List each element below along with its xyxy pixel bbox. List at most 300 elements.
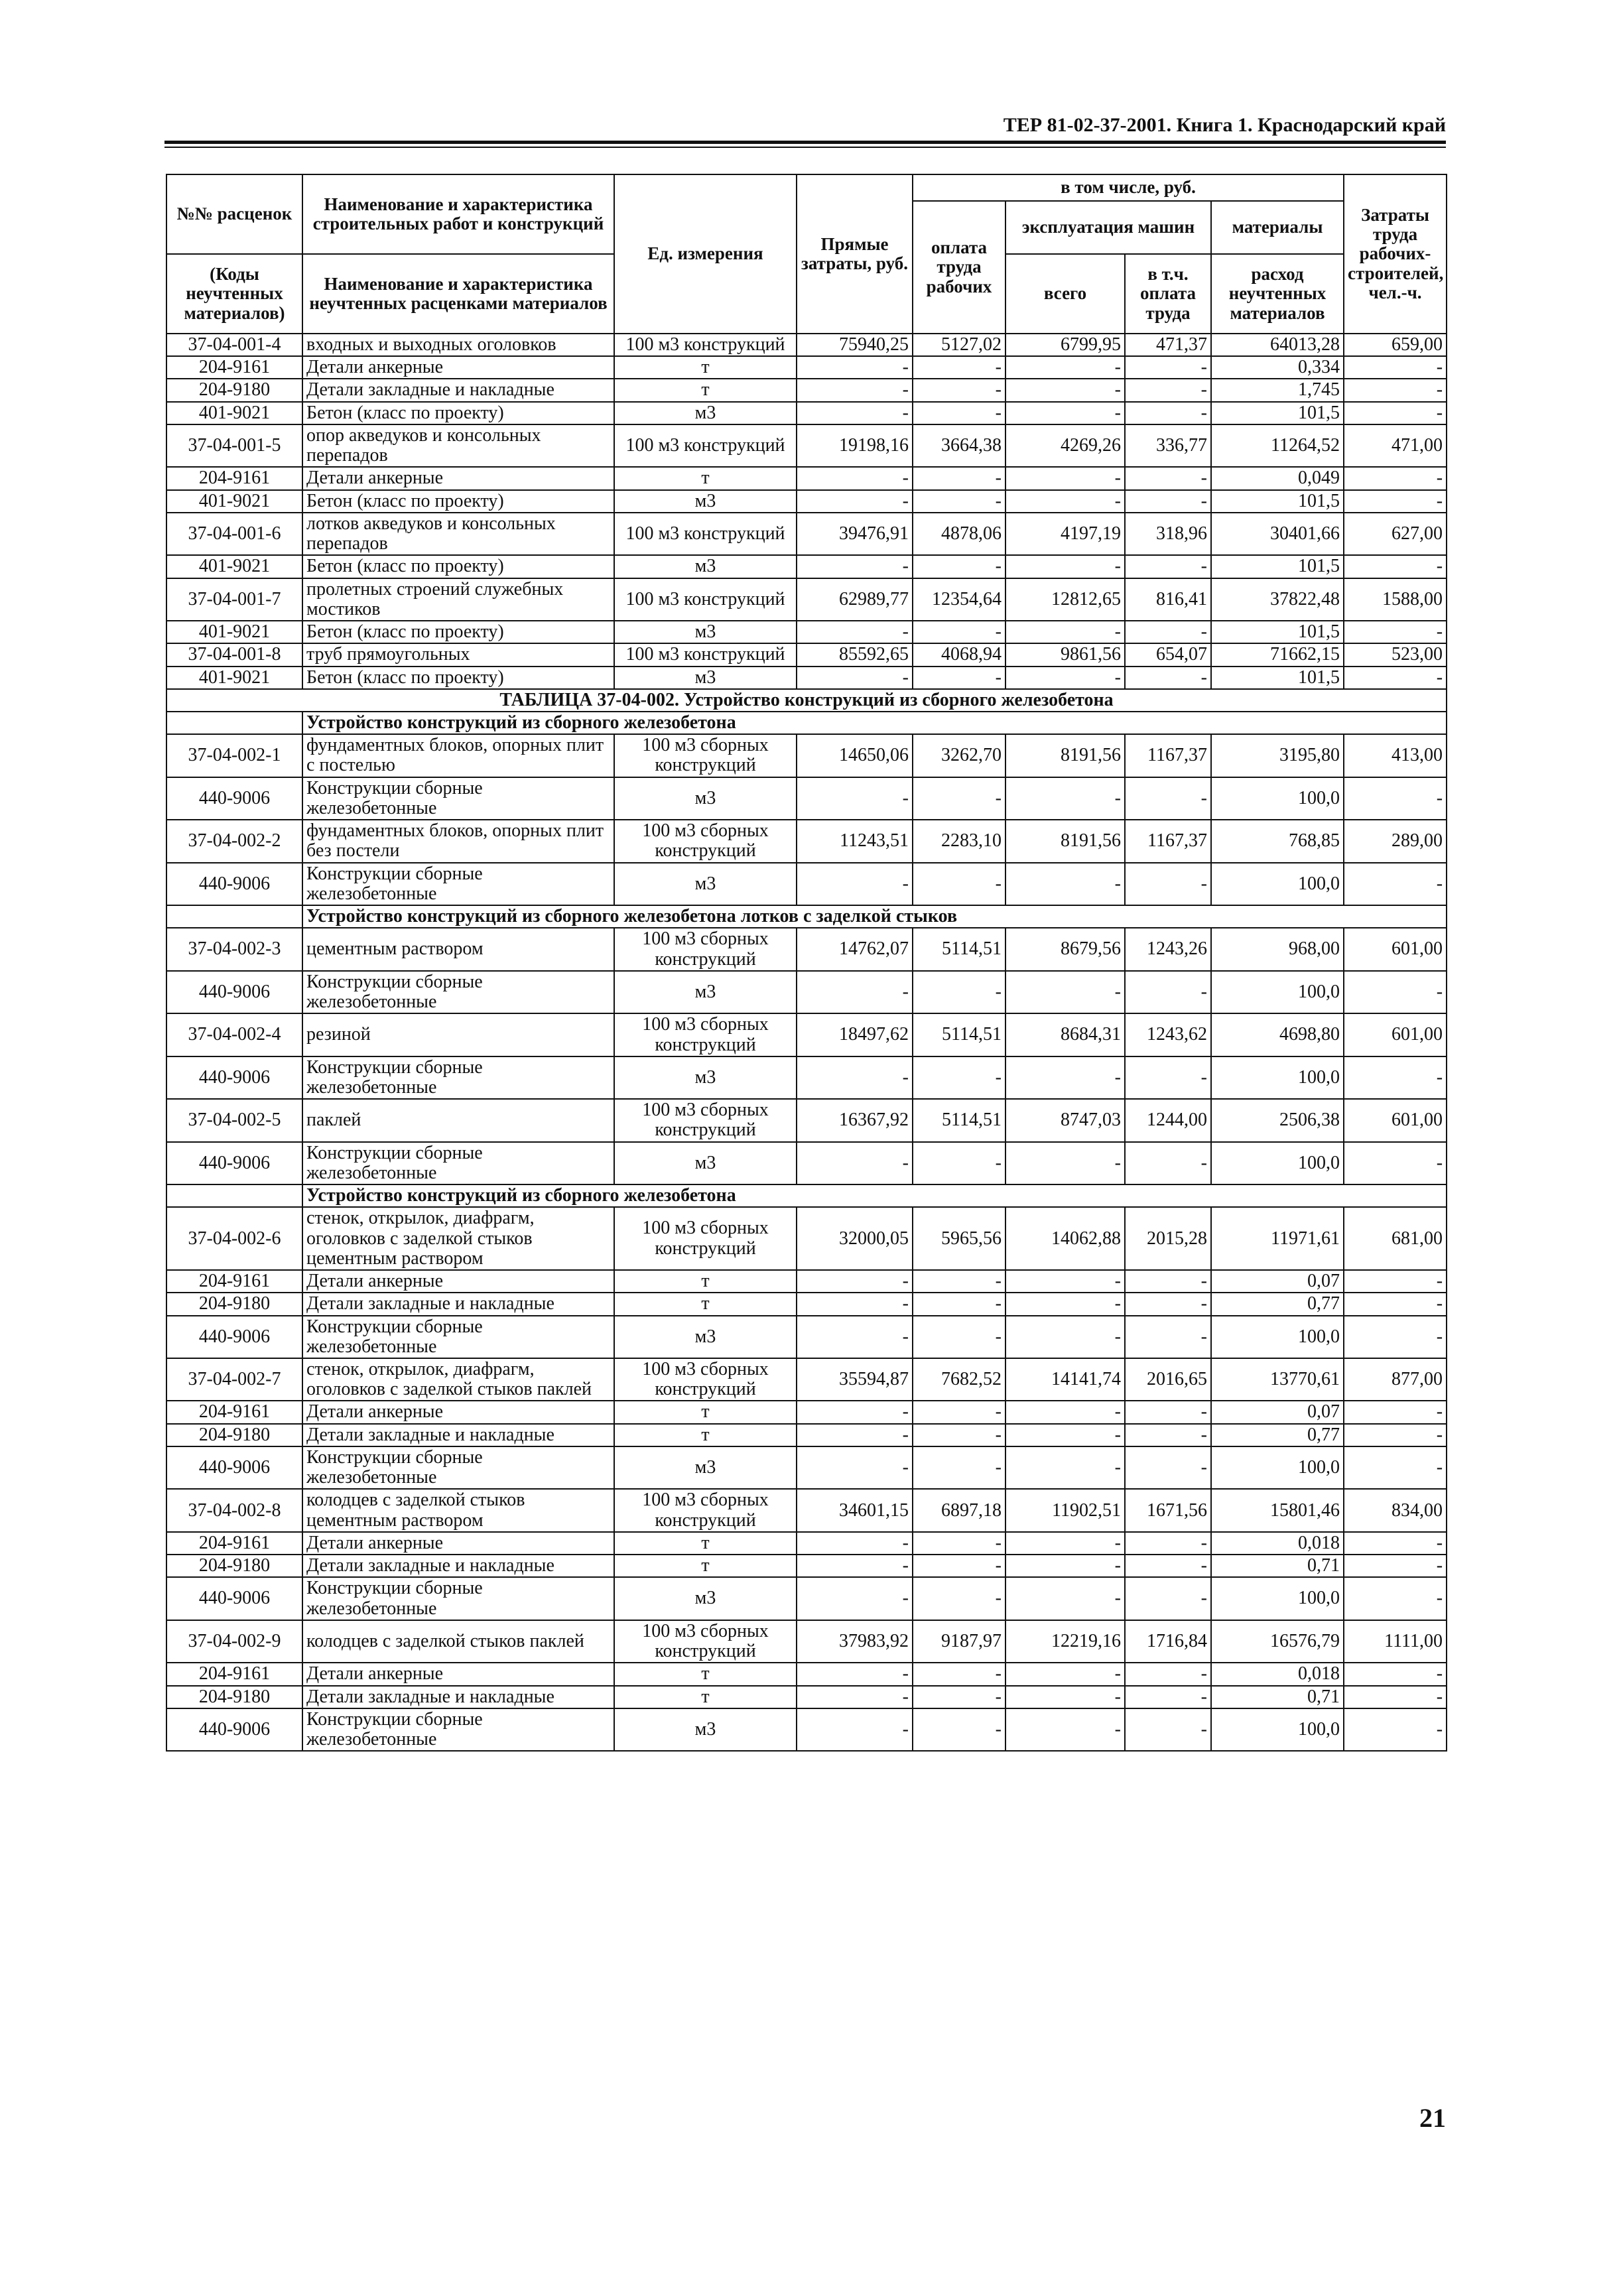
direct-costs-cell: 34601,15 bbox=[797, 1489, 913, 1531]
labor-hours-cell: - bbox=[1344, 1316, 1447, 1358]
materials-cell: 100,0 bbox=[1211, 1056, 1344, 1099]
unit-cell: м3 bbox=[614, 1446, 797, 1489]
direct-costs-cell: - bbox=[797, 1446, 913, 1489]
labor-hours-cell: - bbox=[1344, 1555, 1447, 1577]
rate-code-cell: 204-9180 bbox=[166, 1686, 302, 1708]
material-row bbox=[166, 1686, 1447, 1708]
unit-cell: 100 м3 конструкций bbox=[614, 424, 797, 467]
header-rule bbox=[164, 141, 1446, 144]
machines-pay-cell: 471,37 bbox=[1125, 334, 1211, 356]
direct-costs-cell: 35594,87 bbox=[797, 1358, 913, 1401]
section-row bbox=[166, 712, 1447, 734]
labor-hours-cell: - bbox=[1344, 1270, 1447, 1293]
machines-pay-cell: - bbox=[1125, 1142, 1211, 1184]
material-row bbox=[166, 1708, 1447, 1751]
labor-hours-cell: - bbox=[1344, 555, 1447, 578]
labor-hours-cell: - bbox=[1344, 1708, 1447, 1751]
materials-cell: 101,5 bbox=[1211, 490, 1344, 513]
material-row bbox=[166, 1424, 1447, 1446]
rate-code-cell: 37-04-002-7 bbox=[166, 1358, 302, 1401]
direct-costs-cell: - bbox=[797, 467, 913, 489]
machines-total-cell: 12219,16 bbox=[1005, 1620, 1125, 1663]
direct-costs-cell: - bbox=[797, 1532, 913, 1555]
rate-code-cell: 204-9161 bbox=[166, 356, 302, 379]
labor-hours-cell: - bbox=[1344, 1293, 1447, 1315]
rate-code-cell: 440-9006 bbox=[166, 1708, 302, 1751]
work-name-cell: Конструкции сборные железобетонные bbox=[302, 1056, 614, 1099]
unit-cell: м3 bbox=[614, 667, 797, 689]
material-row bbox=[166, 555, 1447, 578]
labor-hours-cell: - bbox=[1344, 1142, 1447, 1184]
work-name-cell: цементным раствором bbox=[302, 928, 614, 970]
work-name-cell: Конструкции сборные железобетонные bbox=[302, 1708, 614, 1751]
machines-pay-cell: - bbox=[1125, 621, 1211, 643]
machines-pay-cell: - bbox=[1125, 379, 1211, 401]
rate-row bbox=[166, 1358, 1447, 1401]
unit-cell: 100 м3 конструкций bbox=[614, 513, 797, 555]
labor-pay-cell: 5114,51 bbox=[913, 928, 1005, 970]
materials-cell: 0,018 bbox=[1211, 1532, 1344, 1555]
direct-costs-cell: - bbox=[797, 1401, 913, 1423]
direct-costs-cell: - bbox=[797, 1270, 913, 1293]
unit-cell: 100 м3 сборных конструкций bbox=[614, 1358, 797, 1401]
machines-total-cell: - bbox=[1005, 1446, 1125, 1489]
work-name-cell: Конструкции сборные железобетонные bbox=[302, 1316, 614, 1358]
materials-cell: 3195,80 bbox=[1211, 734, 1344, 777]
rate-code-cell: 204-9180 bbox=[166, 1293, 302, 1315]
direct-costs-cell: - bbox=[797, 971, 913, 1013]
direct-costs-cell: 32000,05 bbox=[797, 1207, 913, 1270]
work-name-cell: Детали закладные и накладные bbox=[302, 1686, 614, 1708]
direct-costs-cell: 37983,92 bbox=[797, 1620, 913, 1663]
materials-cell: 11971,61 bbox=[1211, 1207, 1344, 1270]
machines-total-cell: 8191,56 bbox=[1005, 820, 1125, 862]
work-name-cell: Детали анкерные bbox=[302, 1270, 614, 1293]
rate-code-cell: 440-9006 bbox=[166, 863, 302, 905]
labor-pay-cell: 5965,56 bbox=[913, 1207, 1005, 1270]
machines-total-cell: - bbox=[1005, 1270, 1125, 1293]
work-name-cell: Бетон (класс по проекту) bbox=[302, 621, 614, 643]
rate-code-cell: 440-9006 bbox=[166, 971, 302, 1013]
work-name-cell: опор акведуков и консольных перепадов bbox=[302, 424, 614, 467]
labor-pay-cell: - bbox=[913, 1401, 1005, 1423]
direct-costs-cell: 11243,51 bbox=[797, 820, 913, 862]
rate-code-cell: 204-9161 bbox=[166, 1401, 302, 1423]
labor-hours-cell: 413,00 bbox=[1344, 734, 1447, 777]
section-row bbox=[166, 1184, 1447, 1207]
labor-pay-cell: - bbox=[913, 356, 1005, 379]
machines-pay-cell: 336,77 bbox=[1125, 424, 1211, 467]
section-spacer bbox=[166, 905, 302, 928]
rate-code-cell: 440-9006 bbox=[166, 1142, 302, 1184]
rate-code-cell: 37-04-002-5 bbox=[166, 1099, 302, 1141]
direct-costs-cell: 16367,92 bbox=[797, 1099, 913, 1141]
rate-code-cell: 204-9180 bbox=[166, 379, 302, 401]
machines-total-cell: 12812,65 bbox=[1005, 578, 1125, 621]
materials-cell: 71662,15 bbox=[1211, 643, 1344, 666]
machines-pay-cell: - bbox=[1125, 490, 1211, 513]
unit-cell: 100 м3 сборных конструкций bbox=[614, 734, 797, 777]
section-spacer bbox=[166, 1184, 302, 1207]
work-name-cell: Конструкции сборные железобетонные bbox=[302, 863, 614, 905]
labor-pay-cell: - bbox=[913, 1663, 1005, 1685]
machines-total-cell: 8684,31 bbox=[1005, 1013, 1125, 1056]
machines-total-cell: - bbox=[1005, 1555, 1125, 1577]
materials-cell: 100,0 bbox=[1211, 863, 1344, 905]
work-name-cell: фундаментных блоков, опорных плит с постелью bbox=[302, 734, 614, 777]
work-name-cell: Детали закладные и накладные bbox=[302, 1424, 614, 1446]
labor-hours-cell: 289,00 bbox=[1344, 820, 1447, 862]
machines-pay-cell: 1671,56 bbox=[1125, 1489, 1211, 1531]
labor-hours-cell: - bbox=[1344, 667, 1447, 689]
work-name-cell: Бетон (класс по проекту) bbox=[302, 555, 614, 578]
labor-pay-cell: - bbox=[913, 1532, 1005, 1555]
work-name-cell: входных и выходных оголовков bbox=[302, 334, 614, 356]
running-header: ТЕР 81-02-37-2001. Книга 1. Краснодарский край bbox=[1003, 114, 1446, 136]
labor-hours-cell: - bbox=[1344, 1577, 1447, 1620]
direct-costs-cell: - bbox=[797, 1316, 913, 1358]
rate-code-cell: 37-04-001-4 bbox=[166, 334, 302, 356]
labor-pay-cell: - bbox=[913, 971, 1005, 1013]
labor-pay-cell: - bbox=[913, 490, 1005, 513]
machines-pay-cell: - bbox=[1125, 1056, 1211, 1099]
materials-cell: 0,07 bbox=[1211, 1401, 1344, 1423]
materials-cell: 4698,80 bbox=[1211, 1013, 1344, 1056]
machines-pay-cell: 816,41 bbox=[1125, 578, 1211, 621]
rate-code-cell: 440-9006 bbox=[166, 1446, 302, 1489]
work-name-cell: Бетон (класс по проекту) bbox=[302, 667, 614, 689]
machines-total-cell: 14062,88 bbox=[1005, 1207, 1125, 1270]
unit-cell: м3 bbox=[614, 555, 797, 578]
machines-pay-cell: 318,96 bbox=[1125, 513, 1211, 555]
labor-hours-cell: 1588,00 bbox=[1344, 578, 1447, 621]
header-unit: Ед. измерения bbox=[614, 174, 797, 334]
machines-total-cell: - bbox=[1005, 621, 1125, 643]
material-row bbox=[166, 1270, 1447, 1293]
work-name-cell: Детали анкерные bbox=[302, 356, 614, 379]
unit-cell: м3 bbox=[614, 1577, 797, 1620]
rate-code-cell: 37-04-001-8 bbox=[166, 643, 302, 666]
unit-cell: 100 м3 конструкций bbox=[614, 578, 797, 621]
work-name-cell: пролетных строений служебных мостиков bbox=[302, 578, 614, 621]
section-title: Устройство конструкций из сборного железобетона bbox=[302, 1184, 1447, 1207]
direct-costs-cell: 19198,16 bbox=[797, 424, 913, 467]
machines-pay-cell: - bbox=[1125, 1401, 1211, 1423]
labor-hours-cell: - bbox=[1344, 1056, 1447, 1099]
header-machines-pay: в т.ч. оплата труда bbox=[1125, 254, 1211, 334]
material-row bbox=[166, 667, 1447, 689]
material-row bbox=[166, 1555, 1447, 1577]
materials-cell: 100,0 bbox=[1211, 1577, 1344, 1620]
work-name-cell: Конструкции сборные железобетонные bbox=[302, 971, 614, 1013]
machines-total-cell: - bbox=[1005, 1708, 1125, 1751]
machines-pay-cell: - bbox=[1125, 1446, 1211, 1489]
labor-pay-cell: - bbox=[913, 1708, 1005, 1751]
rate-code-cell: 37-04-002-1 bbox=[166, 734, 302, 777]
labor-hours-cell: - bbox=[1344, 1446, 1447, 1489]
materials-cell: 101,5 bbox=[1211, 667, 1344, 689]
labor-hours-cell: - bbox=[1344, 1424, 1447, 1446]
labor-hours-cell: - bbox=[1344, 1663, 1447, 1685]
direct-costs-cell: - bbox=[797, 356, 913, 379]
rate-row bbox=[166, 643, 1447, 666]
labor-hours-cell: 834,00 bbox=[1344, 1489, 1447, 1531]
unit-cell: м3 bbox=[614, 490, 797, 513]
materials-cell: 101,5 bbox=[1211, 402, 1344, 424]
labor-hours-cell: 1111,00 bbox=[1344, 1620, 1447, 1663]
machines-pay-cell: 2015,28 bbox=[1125, 1207, 1211, 1270]
machines-pay-cell: - bbox=[1125, 1708, 1211, 1751]
materials-cell: 101,5 bbox=[1211, 555, 1344, 578]
direct-costs-cell: - bbox=[797, 402, 913, 424]
materials-cell: 968,00 bbox=[1211, 928, 1344, 970]
rate-code-cell: 37-04-001-5 bbox=[166, 424, 302, 467]
machines-total-cell: 11902,51 bbox=[1005, 1489, 1125, 1531]
machines-total-cell: - bbox=[1005, 863, 1125, 905]
materials-cell: 0,71 bbox=[1211, 1686, 1344, 1708]
direct-costs-cell: 85592,65 bbox=[797, 643, 913, 666]
direct-costs-cell: 18497,62 bbox=[797, 1013, 913, 1056]
rate-code-cell: 204-9161 bbox=[166, 467, 302, 489]
material-row bbox=[166, 379, 1447, 401]
rate-code-cell: 37-04-001-6 bbox=[166, 513, 302, 555]
rate-code-cell: 204-9161 bbox=[166, 1270, 302, 1293]
machines-pay-cell: 1167,37 bbox=[1125, 734, 1211, 777]
machines-pay-cell: - bbox=[1125, 1293, 1211, 1315]
machines-total-cell: - bbox=[1005, 1686, 1125, 1708]
work-name-cell: Бетон (класс по проекту) bbox=[302, 490, 614, 513]
machines-pay-cell: - bbox=[1125, 1532, 1211, 1555]
materials-cell: 0,71 bbox=[1211, 1555, 1344, 1577]
material-row bbox=[166, 490, 1447, 513]
machines-total-cell: 8679,56 bbox=[1005, 928, 1125, 970]
labor-pay-cell: 3262,70 bbox=[913, 734, 1005, 777]
labor-pay-cell: - bbox=[913, 1577, 1005, 1620]
header-materials: материалы bbox=[1211, 201, 1344, 254]
labor-pay-cell: 2283,10 bbox=[913, 820, 1005, 862]
labor-hours-cell: - bbox=[1344, 379, 1447, 401]
rate-row bbox=[166, 820, 1447, 862]
labor-hours-cell: 471,00 bbox=[1344, 424, 1447, 467]
labor-pay-cell: 5114,51 bbox=[913, 1013, 1005, 1056]
unit-cell: 100 м3 сборных конструкций bbox=[614, 1013, 797, 1056]
labor-pay-cell: - bbox=[913, 379, 1005, 401]
rate-row bbox=[166, 734, 1447, 777]
machines-total-cell: - bbox=[1005, 1532, 1125, 1555]
direct-costs-cell: - bbox=[797, 1293, 913, 1315]
labor-hours-cell: - bbox=[1344, 490, 1447, 513]
material-row bbox=[166, 1316, 1447, 1358]
materials-cell: 0,07 bbox=[1211, 1270, 1344, 1293]
rate-row bbox=[166, 334, 1447, 356]
header-labor-cost: Затраты труда рабочих-строителей, чел.-ч. bbox=[1344, 174, 1447, 334]
labor-pay-cell: - bbox=[913, 777, 1005, 820]
rate-code-cell: 440-9006 bbox=[166, 1316, 302, 1358]
work-name-cell: труб прямоугольных bbox=[302, 643, 614, 666]
header-machines-total: всего bbox=[1005, 254, 1125, 334]
machines-pay-cell: - bbox=[1125, 667, 1211, 689]
rate-code-cell: 401-9021 bbox=[166, 490, 302, 513]
table-header bbox=[166, 174, 1447, 334]
table-title: ТАБЛИЦА 37-04-002. Устройство конструкций из сборного железобетона bbox=[166, 689, 1447, 712]
labor-pay-cell: - bbox=[913, 555, 1005, 578]
direct-costs-cell: - bbox=[797, 490, 913, 513]
work-name-cell: колодцев с заделкой стыков паклей bbox=[302, 1620, 614, 1663]
machines-total-cell: - bbox=[1005, 1401, 1125, 1423]
materials-cell: 100,0 bbox=[1211, 1708, 1344, 1751]
rate-code-cell: 401-9021 bbox=[166, 555, 302, 578]
work-name-cell: стенок, открылок, диафрагм, оголовков с заделкой стыков паклей bbox=[302, 1358, 614, 1401]
header-name-materials: Наименование и характеристика неучтенных расценками материалов bbox=[302, 254, 614, 334]
machines-total-cell: - bbox=[1005, 1316, 1125, 1358]
materials-cell: 13770,61 bbox=[1211, 1358, 1344, 1401]
machines-pay-cell: - bbox=[1125, 863, 1211, 905]
rate-row bbox=[166, 1207, 1447, 1270]
labor-hours-cell: - bbox=[1344, 971, 1447, 1013]
machines-pay-cell: - bbox=[1125, 1686, 1211, 1708]
rate-row bbox=[166, 578, 1447, 621]
labor-hours-cell: 601,00 bbox=[1344, 1013, 1447, 1056]
labor-pay-cell: 4068,94 bbox=[913, 643, 1005, 666]
rate-row bbox=[166, 1620, 1447, 1663]
material-row bbox=[166, 1401, 1447, 1423]
labor-pay-cell: 4878,06 bbox=[913, 513, 1005, 555]
labor-pay-cell: 9187,97 bbox=[913, 1620, 1005, 1663]
labor-pay-cell: 7682,52 bbox=[913, 1358, 1005, 1401]
rate-code-cell: 440-9006 bbox=[166, 1577, 302, 1620]
machines-total-cell: - bbox=[1005, 777, 1125, 820]
labor-pay-cell: - bbox=[913, 1686, 1005, 1708]
materials-cell: 100,0 bbox=[1211, 1446, 1344, 1489]
machines-pay-cell: - bbox=[1125, 555, 1211, 578]
header-code-materials: (Коды неучтенных материалов) bbox=[166, 254, 302, 334]
header-labor-pay: оплата труда рабочих bbox=[913, 201, 1005, 334]
machines-pay-cell: - bbox=[1125, 777, 1211, 820]
work-name-cell: стенок, открылок, диафрагм, оголовков с заделкой стыков цементным раствором bbox=[302, 1207, 614, 1270]
work-name-cell: резиной bbox=[302, 1013, 614, 1056]
labor-hours-cell: 877,00 bbox=[1344, 1358, 1447, 1401]
materials-cell: 100,0 bbox=[1211, 971, 1344, 1013]
unit-cell: 100 м3 сборных конструкций bbox=[614, 820, 797, 862]
materials-cell: 64013,28 bbox=[1211, 334, 1344, 356]
section-row bbox=[166, 905, 1447, 928]
materials-cell: 100,0 bbox=[1211, 777, 1344, 820]
table-body bbox=[166, 334, 1447, 1751]
materials-cell: 100,0 bbox=[1211, 1316, 1344, 1358]
machines-total-cell: - bbox=[1005, 402, 1125, 424]
material-row bbox=[166, 971, 1447, 1013]
materials-cell: 2506,38 bbox=[1211, 1099, 1344, 1141]
direct-costs-cell: - bbox=[797, 621, 913, 643]
rate-code-cell: 401-9021 bbox=[166, 402, 302, 424]
rate-row bbox=[166, 513, 1447, 555]
section-title: Устройство конструкций из сборного железобетона лотков с заделкой стыков bbox=[302, 905, 1447, 928]
rate-code-cell: 37-04-002-2 bbox=[166, 820, 302, 862]
machines-pay-cell: 654,07 bbox=[1125, 643, 1211, 666]
unit-cell: 100 м3 конструкций bbox=[614, 643, 797, 666]
labor-pay-cell: - bbox=[913, 1270, 1005, 1293]
materials-cell: 1,745 bbox=[1211, 379, 1344, 401]
labor-pay-cell: - bbox=[913, 467, 1005, 489]
labor-hours-cell: 659,00 bbox=[1344, 334, 1447, 356]
labor-pay-cell: 6897,18 bbox=[913, 1489, 1005, 1531]
unit-cell: м3 bbox=[614, 1316, 797, 1358]
rate-code-cell: 37-04-002-6 bbox=[166, 1207, 302, 1270]
work-name-cell: Конструкции сборные железобетонные bbox=[302, 1446, 614, 1489]
machines-pay-cell: - bbox=[1125, 1424, 1211, 1446]
work-name-cell: Конструкции сборные железобетонные bbox=[302, 1577, 614, 1620]
machines-total-cell: 6799,95 bbox=[1005, 334, 1125, 356]
labor-hours-cell: 681,00 bbox=[1344, 1207, 1447, 1270]
material-row bbox=[166, 1446, 1447, 1489]
header-rule-thin bbox=[164, 147, 1446, 148]
rate-code-cell: 37-04-002-8 bbox=[166, 1489, 302, 1531]
material-row bbox=[166, 777, 1447, 820]
machines-pay-cell: 1167,37 bbox=[1125, 820, 1211, 862]
machines-pay-cell: - bbox=[1125, 1577, 1211, 1620]
labor-pay-cell: 5114,51 bbox=[913, 1099, 1005, 1141]
labor-hours-cell: - bbox=[1344, 1532, 1447, 1555]
unit-cell: м3 bbox=[614, 863, 797, 905]
work-name-cell: Конструкции сборные железобетонные bbox=[302, 1142, 614, 1184]
rate-code-cell: 204-9180 bbox=[166, 1555, 302, 1577]
labor-hours-cell: - bbox=[1344, 621, 1447, 643]
labor-hours-cell: - bbox=[1344, 863, 1447, 905]
rate-code-cell: 37-04-001-7 bbox=[166, 578, 302, 621]
unit-cell: 100 м3 сборных конструкций bbox=[614, 1620, 797, 1663]
work-name-cell: Детали закладные и накладные bbox=[302, 1293, 614, 1315]
labor-hours-cell: - bbox=[1344, 1686, 1447, 1708]
unit-cell: т bbox=[614, 1401, 797, 1423]
rate-code-cell: 204-9161 bbox=[166, 1532, 302, 1555]
materials-cell: 16576,79 bbox=[1211, 1620, 1344, 1663]
materials-cell: 0,049 bbox=[1211, 467, 1344, 489]
rate-row bbox=[166, 1013, 1447, 1056]
labor-hours-cell: 601,00 bbox=[1344, 1099, 1447, 1141]
material-row bbox=[166, 356, 1447, 379]
rate-code-cell: 401-9021 bbox=[166, 621, 302, 643]
machines-pay-cell: - bbox=[1125, 356, 1211, 379]
rate-row bbox=[166, 928, 1447, 970]
rate-code-cell: 440-9006 bbox=[166, 777, 302, 820]
materials-cell: 100,0 bbox=[1211, 1142, 1344, 1184]
labor-hours-cell: - bbox=[1344, 777, 1447, 820]
machines-total-cell: 14141,74 bbox=[1005, 1358, 1125, 1401]
rate-code-cell: 401-9021 bbox=[166, 667, 302, 689]
machines-total-cell: - bbox=[1005, 379, 1125, 401]
unit-cell: м3 bbox=[614, 1056, 797, 1099]
material-row bbox=[166, 1056, 1447, 1099]
unit-cell: т bbox=[614, 379, 797, 401]
work-name-cell: Детали закладные и накладные bbox=[302, 379, 614, 401]
machines-pay-cell: - bbox=[1125, 1270, 1211, 1293]
unit-cell: м3 bbox=[614, 402, 797, 424]
materials-cell: 11264,52 bbox=[1211, 424, 1344, 467]
material-row bbox=[166, 467, 1447, 489]
direct-costs-cell: - bbox=[797, 555, 913, 578]
direct-costs-cell: 75940,25 bbox=[797, 334, 913, 356]
direct-costs-cell: - bbox=[797, 1555, 913, 1577]
labor-pay-cell: 12354,64 bbox=[913, 578, 1005, 621]
unit-cell: м3 bbox=[614, 1708, 797, 1751]
unit-cell: 100 м3 сборных конструкций bbox=[614, 1489, 797, 1531]
direct-costs-cell: 14762,07 bbox=[797, 928, 913, 970]
labor-pay-cell: - bbox=[913, 667, 1005, 689]
header-direct: Прямые затраты, руб. bbox=[797, 174, 913, 334]
unit-cell: т bbox=[614, 1686, 797, 1708]
work-name-cell: фундаментных блоков, опорных плит без постели bbox=[302, 820, 614, 862]
unit-cell: 100 м3 сборных конструкций bbox=[614, 928, 797, 970]
